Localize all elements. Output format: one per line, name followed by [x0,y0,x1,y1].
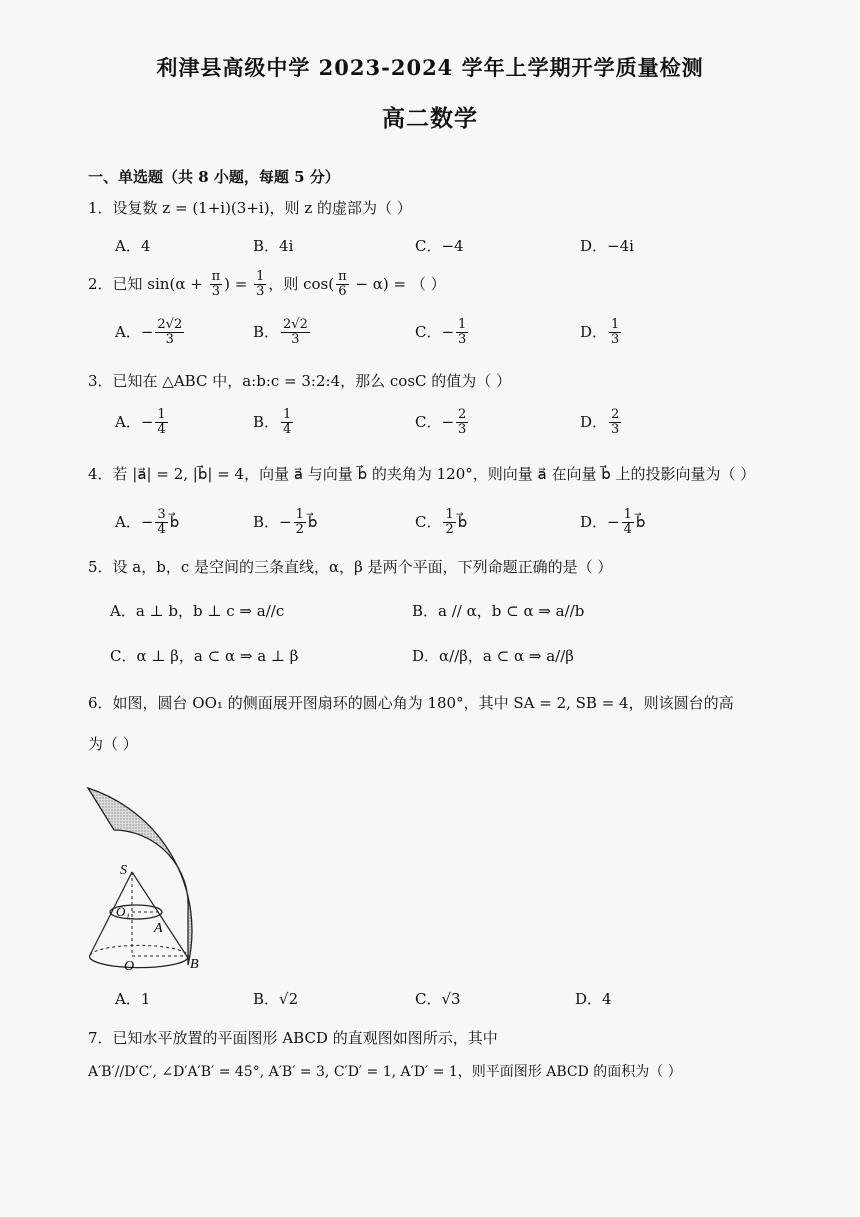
q5-option-c: C．α ⊥ β，a ⊂ α ⇒ a ⊥ β [110,647,299,665]
q5-option-b: B．a // α，b ⊂ α ⇒ a//b [412,602,585,620]
q6-option-b: B．√2 [253,990,299,1008]
q1-option-d: D．−4i [580,237,634,255]
q4-option-b: B．− $\frac{1}{2}$ b⃗ [253,507,318,538]
q3-option-c: C．− $\frac{2}{3}$ [415,407,467,438]
q6-stem-cont: 为（ ） [88,735,138,753]
bottom-ellipse-front [90,955,188,968]
q2-option-a: A．− $\frac{2√2}{3}$ [115,317,183,348]
label-a: A [154,921,163,936]
q1-option-c: C．−4 [415,237,464,255]
q5-option-d: D．α//β，a ⊂ α ⇒ a//β [412,647,574,665]
q4-option-c: C． $\frac{1}{2}$ b⃗ [415,507,468,538]
q1-stem: 1．设复数 z = (1+i)(3+i)，则 z 的虚部为（ ） [88,199,412,217]
q6-stem: 6．如图，圆台 OO₁ 的侧面展开图扇环的圆心角为 180°，其中 SA = 2, SB = 4，则该圆台的高 [88,694,734,712]
q5-stem: 5．设 a，b，c 是空间的三条直线，α，β 是两个平面，下列命题正确的是（ ） [88,558,613,576]
q1-option-b: B．4i [253,237,294,255]
q6-option-c: C．√3 [415,990,461,1008]
exam-title: 利津县高级中学 2023-2024 学年上学期开学质量检测 [156,55,704,80]
q4-stem: 4．若 |a⃗| = 2, |b⃗| = 4，向量 a⃗ 与向量 b⃗ 的夹角为 120°，则向量 a⃗ 在向量 b⃗ 上的投影向量为（ ） [88,465,756,483]
sector-ring [88,788,192,965]
q2-stem: 2．已知 sin(α + $\frac{\pi}{3}$ ) = $\frac{1}{3}$ ，则 cos( $\frac{\pi}{6}$ − α) = （ ） [88,269,446,300]
q3-option-d: D． $\frac{2}{3}$ [580,407,620,438]
q5-option-a: A．a ⊥ b，b ⊥ c ⇒ a//c [110,602,285,620]
q6-option-a: A．1 [115,990,151,1008]
q7-stem-cont: A′B′//D′C′, ∠D′A′B′ = 45°, A′B′ = 3, C′D′ = 1, A′D′ = 1，则平面图形 ABCD 的面积为（ ） [88,1064,682,1080]
q4-option-d: D．− $\frac{1}{4}$ b⃗ [580,507,646,538]
label-b: B [190,957,199,972]
q3-stem: 3．已知在 △ABC 中，a:b:c = 3:2:4，那么 cosC 的值为（ ） [88,372,512,390]
q2-option-c: C．− $\frac{1}{3}$ [415,317,467,348]
label-o1: O₁ [116,904,130,919]
q4-option-a: A．− $\frac{3}{4}$ b⃗ [115,507,180,538]
label-s: S [120,863,127,878]
q2-option-d: D． $\frac{1}{3}$ [580,317,620,348]
q7-stem: 7．已知水平放置的平面图形 ABCD 的直观图如图所示，其中 [88,1029,498,1047]
q1-option-a: A．4 [115,237,151,255]
exam-subtitle: 高二数学 [382,105,478,132]
q2-option-b: B． $\frac{2√2}{3}$ [253,317,308,348]
q3-option-b: B． $\frac{1}{4}$ [253,407,292,438]
q6-option-d: D．4 [575,990,612,1008]
frustum-figure [84,770,254,980]
label-o: O [124,959,135,974]
q3-option-a: A．− $\frac{1}{4}$ [115,407,166,438]
section-label: 一、单选题（共 8 小题，每题 5 分） [88,168,340,186]
